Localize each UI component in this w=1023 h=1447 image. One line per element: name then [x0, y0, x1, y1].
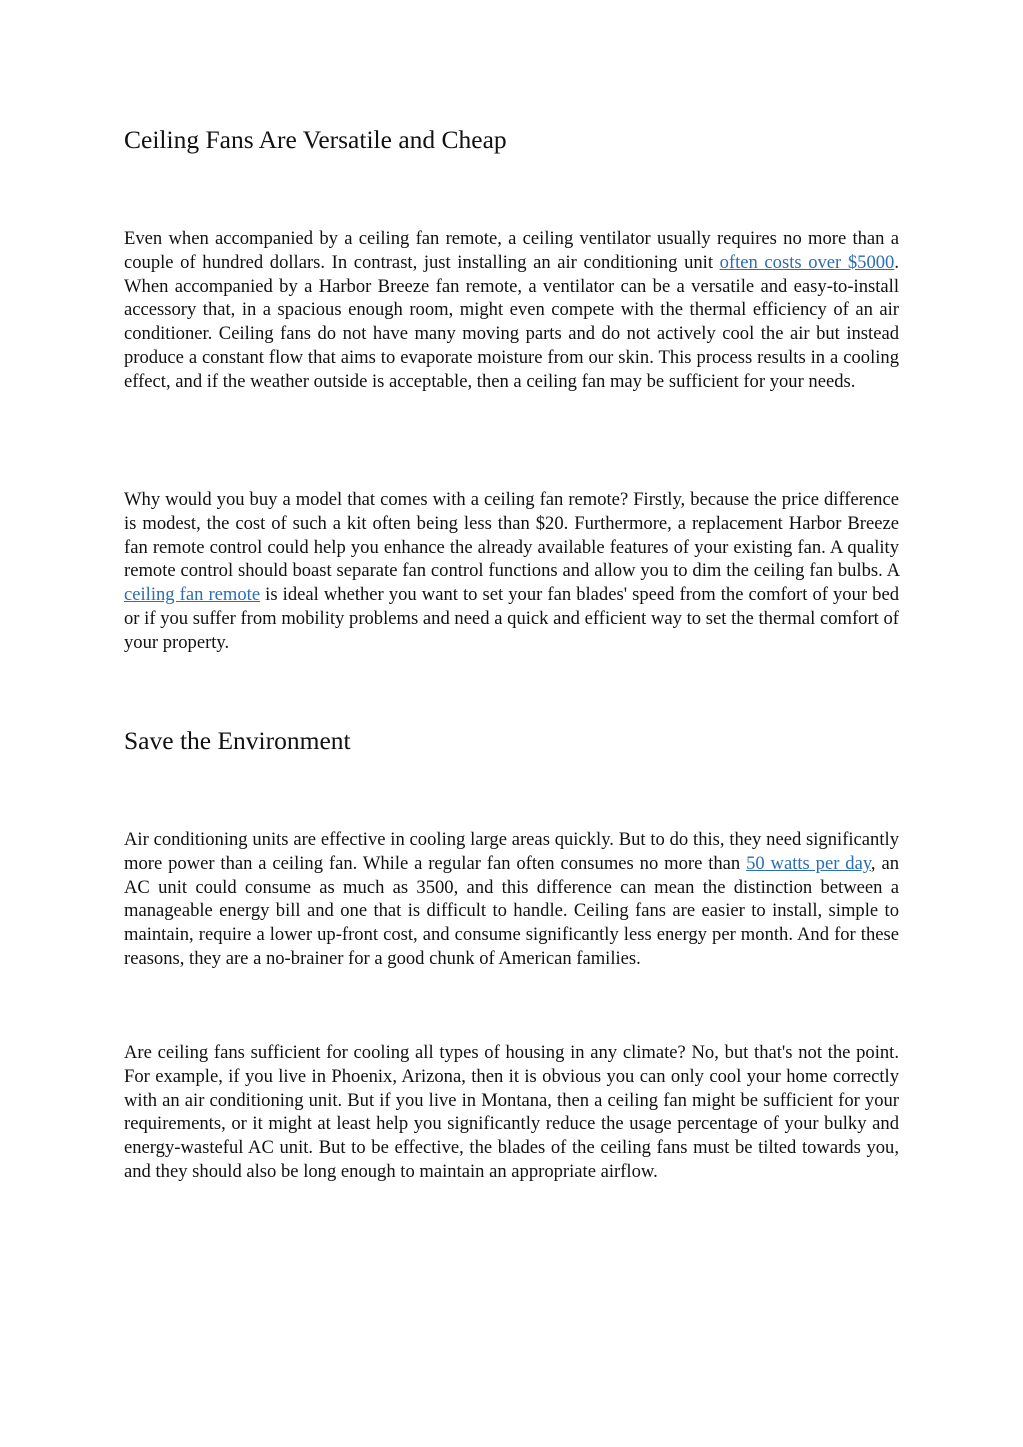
- paragraph-text: Air conditioning units are effective in cooling large areas quickly. But to do this, they need significantly more power than a ceiling fan. While a regular fan often consumes no more than: [124, 829, 899, 874]
- link-ceiling-fan-remote[interactable]: ceiling fan remote: [124, 584, 261, 606]
- link-50-watts[interactable]: 50 watts per day: [746, 852, 871, 874]
- paragraph-text: is ideal whether you want to set your fan blades' speed from the comfort of your bed or if you suffer from mobility problems and need a quick and efficient way to set the thermal comfort of your property.: [124, 584, 899, 653]
- paragraph-cost: [124, 227, 899, 394]
- section-heading-versatile: Ceiling Fans Are Versatile and Cheap: [124, 125, 507, 154]
- section-heading-environment: Save the Environment: [124, 726, 351, 755]
- paragraph-text: Why would you buy a model that comes with a ceiling fan remote? Firstly, because the price difference is modest, the cost of such a kit often being less than $20. Furthermore, a replacement Harbor Breeze fan remote control could help you enhance the already available features of your existing fan. A quality remote control should boast separate fan control functions and allow you to dim the ceiling fan bulbs. A: [124, 489, 899, 582]
- paragraph-text: , an AC unit could consume as much as 3500, and this difference can mean the distinction between a manageable energy bill and one that is difficult to handle. Ceiling fans are easier to install, simple to maintain, require a lower up-front cost, and consume significantly less energy per month. And for these reasons, they are a no-brainer for a good chunk of American families.: [124, 852, 899, 969]
- link-often-costs[interactable]: often costs over $5000: [719, 251, 895, 273]
- paragraph-climate: Are ceiling fans sufficient for cooling all types of housing in any climate? No, but that's not the point. For example, if you live in Phoenix, Arizona, then it is obvious you can only cool your home correctly with an air conditioning unit. But if you live in Montana, then a ceiling fan might be sufficient for your requirements, or it might at least help you significantly reduce the usage percentage of your bulky and energy-wasteful AC unit. But to be effective, the blades of the ceiling fans must be tilted towards you, and they should also be long enough to maintain an appropriate airflow.: [124, 1042, 899, 1182]
- paragraph-text: Even when accompanied by a ceiling fan remote, a ceiling ventilator usually requires no more than a couple of hundred dollars. In contrast, just installing an air conditioning unit: [124, 228, 899, 273]
- paragraph-text: . When accompanied by a Harbor Breeze fan remote, a ventilator can be a versatile and easy-to-install accessory that, in a spacious enough room, might even compete with the thermal efficiency of an air conditioner. Ceiling fans do not have many moving parts and do not actively cool the air but instead produce a constant flow that aims to evaporate moisture from our skin. This process results in a cooling effect, and if the weather outside is acceptable, then a ceiling fan may be sufficient for your needs.: [124, 251, 899, 392]
- paragraph-remote: [124, 488, 899, 655]
- paragraph-energy: [124, 828, 899, 971]
